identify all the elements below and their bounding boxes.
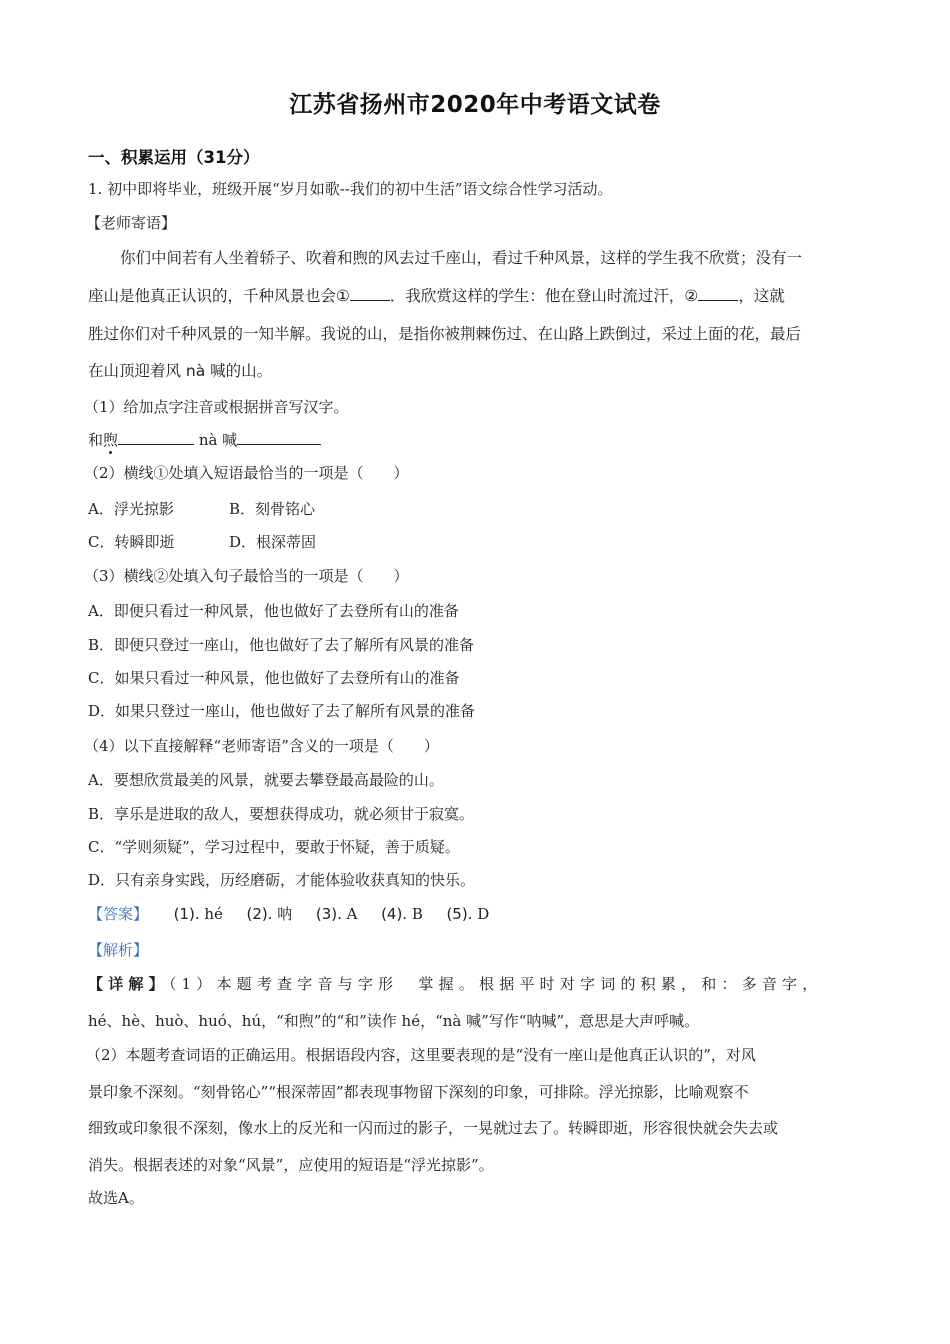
passage-line-3: 胜过你们对千种风景的一知半解。我说的山，是指你被荆棘伤过、在山路上跌倒过，采过上面的花，最后: [88, 325, 802, 343]
option-3a[interactable]: A．即便只看过一种风景，他也做好了去登所有山的准备: [88, 602, 459, 620]
analysis-line-1: [88, 973, 822, 994]
answer-blank-2[interactable]: [237, 430, 321, 445]
sub-question-1-prompt: （1）给加点字注音或根据拼音写汉字。: [84, 398, 349, 416]
passage-line-2-c: ，这就: [738, 287, 785, 305]
blank-2[interactable]: [698, 286, 738, 301]
analysis-conclusion: 故选A。: [88, 1189, 144, 1207]
dotted-character: 煦: [103, 431, 119, 449]
analysis-p2-line-1: （2）本题考查词语的正确运用。根据语段内容，这里要表现的是“没有一座山是他真正认识的”，对风: [86, 1046, 756, 1064]
option-4b[interactable]: B．享乐是进取的敌人，要想获得成功，就必须甘于寂寞。: [88, 805, 475, 823]
detail-label: 【详解】: [88, 975, 169, 993]
option-4d[interactable]: D．只有亲身实践，历经磨砺，才能体验收获真知的快乐。: [88, 871, 476, 889]
option-3c[interactable]: C．如果只看过一种风景，他也做好了去登所有山的准备: [88, 669, 460, 687]
blank-1[interactable]: [350, 286, 390, 301]
answer-item-4: (4). B: [381, 905, 423, 923]
option-4c[interactable]: C．“学则须疑”，学习过程中，要敢于怀疑，善于质疑。: [88, 838, 460, 856]
section-heading: 一、积累运用（31分）: [88, 148, 260, 167]
analysis-label: 【解析】: [88, 941, 149, 959]
passage-line-4: 在山顶迎着风 nà 喊的山。: [88, 362, 273, 380]
question-1-intro: 1. 初中即将毕业，班级开展“岁月如歌--我们的初中生活”语文综合性学习活动。: [88, 180, 613, 198]
item-2-text: nà 喊: [198, 431, 238, 449]
option-3d[interactable]: D．如果只登过一座山，他也做好了去了解所有风景的准备: [88, 702, 476, 720]
analysis-p2-line-2: 景印象不深刻。“刻骨铭心”“根深蒂固”都表现事物留下深刻的印象，可排除。浮光掠影，比喻观察不: [88, 1083, 749, 1101]
sub-question-1-items: [88, 429, 321, 450]
passage-line-1: 你们中间若有人坐着轿子、吹着和煦的风去过千座山，看过千种风景，这样的学生我不欣赏；没有一: [120, 249, 803, 267]
passage-line-2: [88, 284, 785, 306]
sub-question-4-prompt: （4）以下直接解释“老师寄语”含义的一项是（ ）: [84, 737, 439, 755]
analysis-line-1-text: （1）本题考查字音与字形 掌握。根据平时对字词的积累，和：多音字，: [168, 975, 823, 993]
option-2d[interactable]: D．根深蒂固: [229, 533, 317, 551]
answer-item-3: (3). A: [315, 905, 358, 923]
teacher-message-label: 【老师寄语】: [86, 214, 177, 232]
sub-question-3-prompt: （3）横线②处填入句子最恰当的一项是（ ）: [84, 567, 409, 585]
option-3b[interactable]: B．即便只登过一座山，他也做好了去了解所有风景的准备: [88, 636, 475, 654]
sub-question-2-prompt: （2）横线①处填入短语最恰当的一项是（ ）: [84, 464, 409, 482]
passage-line-2-a: 座山是他真正认识的，千种风景也会①: [88, 287, 350, 305]
passage-line-2-b: ．我欣赏这样的学生：他在登山时流过汗，②: [389, 287, 699, 305]
page-title: 江苏省扬州市2020年中考语文试卷: [289, 92, 661, 118]
answer-item-1: (1). hé: [173, 905, 223, 923]
answer-row: [88, 903, 489, 924]
option-2a[interactable]: A．浮光掠影: [88, 500, 174, 518]
option-4a[interactable]: A．要想欣赏最美的风景，就要去攀登最高最险的山。: [88, 771, 444, 789]
analysis-p2-line-3: 细致或印象很不深刻，像水上的反光和一闪而过的影子，一晃就过去了。转瞬即逝，形容很快就会失去或: [88, 1119, 779, 1137]
answer-blank-1[interactable]: [118, 430, 194, 445]
answer-label: 【答案】: [88, 905, 149, 923]
option-2b[interactable]: B．刻骨铭心: [229, 500, 316, 518]
option-2c[interactable]: C．转瞬即逝: [88, 533, 175, 551]
answer-item-2: (2). 呐: [246, 905, 293, 923]
analysis-p2-line-4: 消失。根据表述的对象“风景”，应使用的短语是“浮光掠影”。: [88, 1156, 494, 1174]
item-1-prefix: 和: [88, 431, 104, 449]
answer-item-5: (5). D: [446, 905, 490, 923]
analysis-line-2: hé、hè、huò、huó、hú，“和煦”的“和”读作 hé，“nà 喊”写作“呐喊”，意思是大声呼喊。: [88, 1012, 700, 1030]
